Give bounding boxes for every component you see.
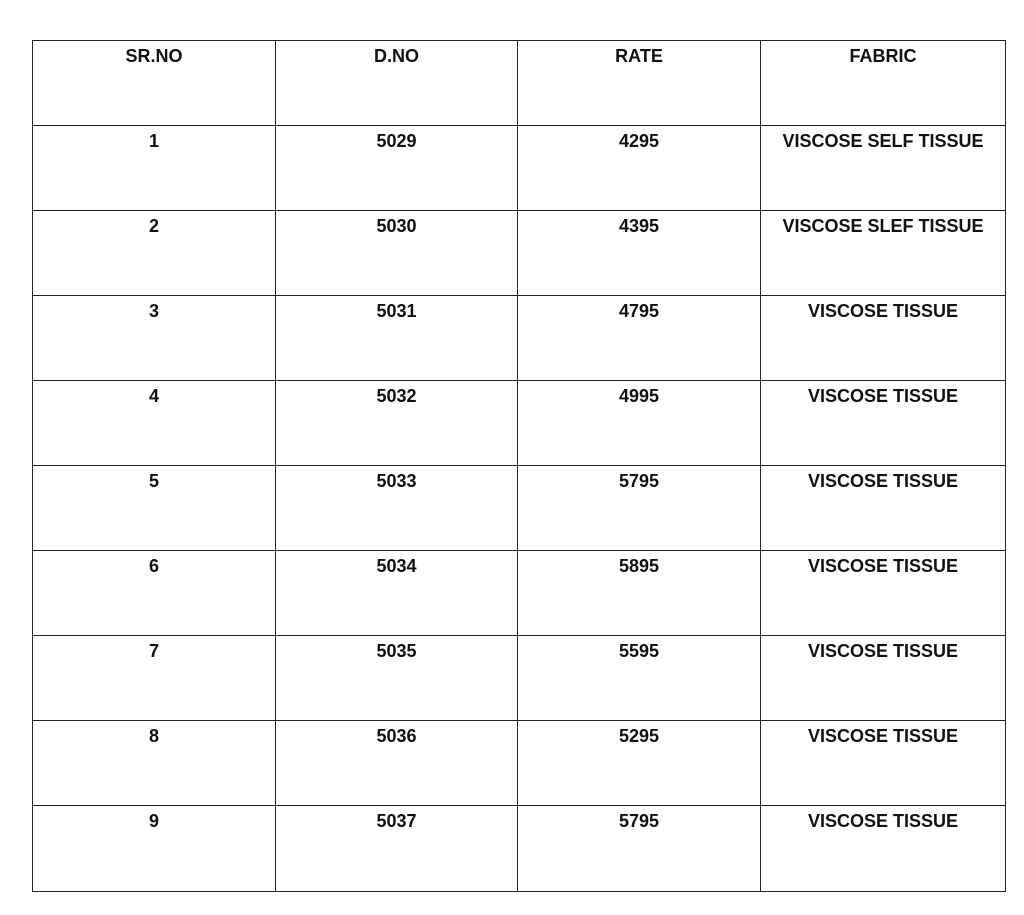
table-row (33, 636, 1006, 721)
cell-sr-no: 2 (33, 211, 276, 296)
cell-rate: 5795 (518, 806, 761, 892)
table-row (33, 381, 1006, 466)
cell-d-no: 5032 (276, 381, 518, 466)
cell-sr-no: 1 (33, 126, 276, 211)
cell-d-no: 5030 (276, 211, 518, 296)
cell-rate: 5595 (518, 636, 761, 721)
table-row (33, 551, 1006, 636)
cell-d-no: 5037 (276, 806, 518, 892)
cell-rate: 5295 (518, 721, 761, 806)
table-header-row (33, 41, 1006, 126)
header-rate: RATE (518, 41, 761, 126)
cell-rate: 4295 (518, 126, 761, 211)
cell-sr-no: 9 (33, 806, 276, 892)
table-row (33, 126, 1006, 211)
header-fabric: FABRIC (761, 41, 1006, 126)
cell-rate: 4395 (518, 211, 761, 296)
cell-sr-no: 3 (33, 296, 276, 381)
table-row (33, 296, 1006, 381)
rate-table-container (32, 40, 1005, 892)
cell-sr-no: 5 (33, 466, 276, 551)
cell-fabric: VISCOSE TISSUE (761, 806, 1006, 892)
table-row (33, 211, 1006, 296)
cell-fabric: VISCOSE TISSUE (761, 466, 1006, 551)
table-row (33, 721, 1006, 806)
header-sr-no: SR.NO (33, 41, 276, 126)
cell-fabric: VISCOSE TISSUE (761, 381, 1006, 466)
cell-d-no: 5034 (276, 551, 518, 636)
table-row (33, 806, 1006, 892)
cell-fabric: VISCOSE TISSUE (761, 721, 1006, 806)
table-row (33, 466, 1006, 551)
cell-d-no: 5035 (276, 636, 518, 721)
cell-rate: 4795 (518, 296, 761, 381)
cell-d-no: 5029 (276, 126, 518, 211)
cell-fabric: VISCOSE TISSUE (761, 296, 1006, 381)
cell-rate: 5895 (518, 551, 761, 636)
cell-fabric: VISCOSE TISSUE (761, 551, 1006, 636)
cell-sr-no: 4 (33, 381, 276, 466)
rate-table (32, 40, 1006, 892)
cell-rate: 5795 (518, 466, 761, 551)
cell-fabric: VISCOSE TISSUE (761, 636, 1006, 721)
cell-d-no: 5031 (276, 296, 518, 381)
cell-sr-no: 6 (33, 551, 276, 636)
cell-fabric: VISCOSE SELF TISSUE (761, 126, 1006, 211)
cell-sr-no: 8 (33, 721, 276, 806)
cell-fabric: VISCOSE SLEF TISSUE (761, 211, 1006, 296)
cell-d-no: 5033 (276, 466, 518, 551)
header-d-no: D.NO (276, 41, 518, 126)
cell-d-no: 5036 (276, 721, 518, 806)
cell-sr-no: 7 (33, 636, 276, 721)
cell-rate: 4995 (518, 381, 761, 466)
